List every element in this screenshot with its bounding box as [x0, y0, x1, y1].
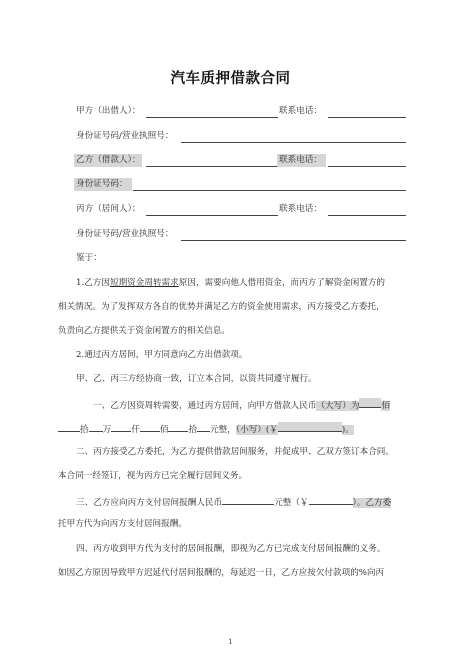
clause-3-line-1: [76, 495, 391, 509]
party-a-id-label: 身份证号码/营业执照号：: [76, 131, 174, 141]
clause-1-lower-label: （小写）(￥: [235, 425, 278, 435]
recital-1-line-1: [76, 278, 385, 289]
contract-title: 汽车质押借款合同: [170, 71, 291, 87]
amount-blank: [168, 422, 188, 432]
amount-blank: [89, 422, 103, 432]
party-a-phone-label: 联系电话：: [279, 106, 322, 116]
recital-1-reason: 短期资金周转需求: [109, 278, 179, 288]
party-b-phone-blank: [328, 166, 406, 167]
clause-3-numeric-blank: [309, 495, 353, 505]
party-c-phone-blank: [328, 215, 406, 216]
party-a-name-blank: [146, 117, 278, 118]
party-c-label: 丙方（居间人）：: [76, 204, 141, 214]
clause-1-lower-blank: [278, 422, 342, 432]
party-c-id-label: 身份证号码/营业执照号：: [76, 229, 174, 239]
clause-2-line-1: 二、丙方接受乙方委托，为乙方提供借款居间服务，并促成甲、乙双方签订本合同。: [76, 447, 394, 457]
whereas-heading: 鉴于：: [76, 253, 102, 263]
unit-shi: 拾: [188, 425, 198, 435]
clause-1-upper-label: （大写）为: [316, 401, 360, 411]
page-number: 1: [228, 638, 233, 646]
clause-3-text: 三、乙方应向丙方支付居间报酬人民币: [76, 498, 223, 508]
recital-1-prefix: 1.乙方因: [76, 278, 110, 288]
party-a-phone-blank: [328, 117, 406, 118]
party-a-label: 甲方（出借人）：: [76, 106, 141, 116]
clause-1-amount-blank: [359, 398, 381, 408]
party-b-id-blank: [133, 190, 406, 191]
party-c-id-blank: [181, 240, 406, 241]
clause-1-line-2: [58, 422, 354, 436]
clause-1-close: )。: [341, 425, 354, 435]
clause-2-line-2: 本合同一经签订，视为丙方已完全履行居间义务。: [58, 471, 248, 481]
recital-2: 2.通过丙方居间，甲方同意向乙方出借款项。: [76, 350, 248, 360]
clause-3-end: ）。乙方委: [352, 498, 392, 508]
recital-1-line-2: 相关情况。为了发挥双方各自的优势并满足乙方的资金使用需求，丙方接受乙方委托，: [58, 302, 385, 312]
amount-blank: [58, 422, 80, 432]
clause-3-amount-blank: [222, 495, 274, 505]
unit-bai: 佰: [159, 425, 169, 435]
recital-1-rest: 原因，需要向他人借用资金，而丙方了解资金闲置方的: [178, 278, 386, 288]
clause-1-text: 一、乙方因资周转需要，通过丙方居间，向甲方借款人民币: [93, 401, 317, 411]
clause-4-line-2: 如因乙方原因导致甲方迟延代付居间报酬的，每延迟一日，乙方应按欠付款项的%向丙: [58, 568, 385, 578]
amount-blank: [197, 422, 210, 432]
party-c-phone-label: 联系电话：: [279, 204, 322, 214]
unit-shi: 拾: [80, 425, 89, 435]
clause-3-line-2: 托甲方代为向丙方支付居间报酬。: [58, 519, 187, 529]
clause-3-yuan: 元整（￥: [274, 498, 309, 508]
unit-wan: 万: [102, 425, 112, 435]
clause-4-line-1: 四、丙方收到甲方代为支付的居间报酬，即视为乙方已完成支付居间报酬的义务。: [76, 544, 386, 554]
party-b-name-blank: [146, 166, 278, 167]
recital-1-line-3: 负责向乙方提供关于资金闲置方的相关信息。: [58, 326, 230, 336]
party-c-name-blank: [146, 215, 278, 216]
unit-yuan: 元整，: [210, 425, 236, 435]
amount-blank: [111, 422, 131, 432]
party-b-id-label: 身份证号码：: [76, 179, 128, 189]
amount-blank: [140, 422, 160, 432]
clause-1-line-1: [93, 398, 390, 412]
party-a-id-blank: [181, 142, 406, 143]
party-b-phone-label: 联系电话：: [279, 155, 322, 165]
party-b-label: 乙方（借款人）：: [76, 155, 141, 165]
agreement-statement: 甲、乙、丙三方经协商一致，订立本合同，以资共同遵守履行。: [76, 374, 317, 384]
unit-qian: 仟: [131, 425, 140, 435]
clause-1-unit-bai: 佰: [381, 401, 391, 411]
